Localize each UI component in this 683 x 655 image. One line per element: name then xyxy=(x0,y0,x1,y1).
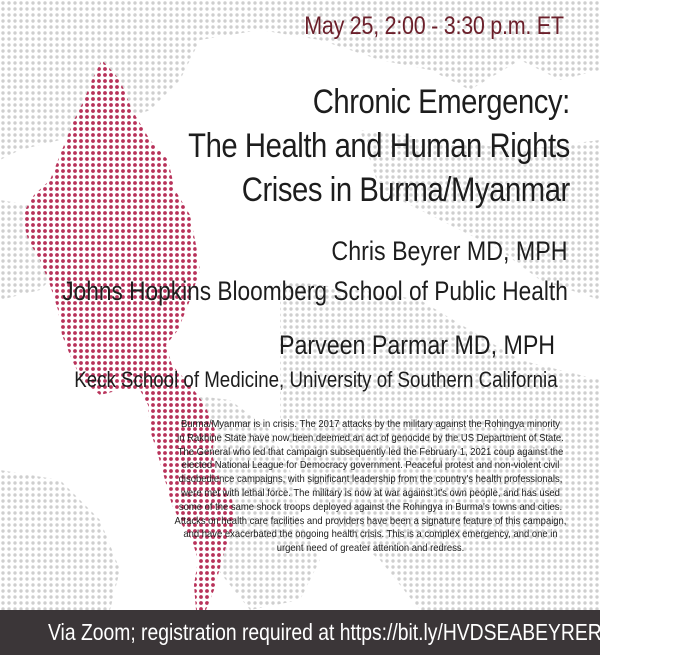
description-line-5: disobedience campaigns, with significant leadership from the country's health professionals, xyxy=(178,473,563,486)
speaker-1-affiliation: Johns Hopkins Bloomberg School of Public Health xyxy=(62,276,568,306)
description-line-4: elected National League for Democracy government. Peaceful protest and non-violent civil xyxy=(181,459,560,472)
description-line-9: and have exacerbated the ongoing health crisis. This is a complex emergency, and one in xyxy=(183,528,558,541)
event-title-line-2: The Health and Human Rights xyxy=(188,127,570,165)
event-title-line-1: Chronic Emergency: xyxy=(312,83,570,121)
description-line-3: The General who led that campaign subsequently led the February 1, 2021 coup against the xyxy=(177,445,564,458)
registration-footer-bar xyxy=(0,610,683,655)
event-date-time: May 25, 2:00 - 3:30 p.m. ET xyxy=(304,12,564,40)
description-line-7: some of the same shock troops deployed against the Rohingya in Burma's towns and cities. xyxy=(178,500,563,513)
description-line-6: were met with lethal force. The military is now at war against it's own people, and has used xyxy=(181,486,560,499)
speaker-1-name: Chris Beyrer MD, MPH xyxy=(331,236,568,266)
description-line-10: urgent need of greater attention and redress. xyxy=(276,542,465,555)
event-title xyxy=(188,80,570,212)
registration-link-text[interactable]: Via Zoom; registration required at https://bit.ly/HVDSEABEYRERPARMAR xyxy=(48,619,683,645)
description-line-2: in Rakhine State have now been deemed an act of genocide by the US Department of State. xyxy=(177,431,564,444)
event-title-line-3: Crises in Burma/Myanmar xyxy=(241,171,570,209)
speaker-2-name: Parveen Parmar MD, MPH xyxy=(278,330,555,360)
event-description xyxy=(168,418,573,556)
speaker-2-affiliation: Keck School of Medicine, University of Southern California xyxy=(74,367,558,392)
description-line-8: Attacks on health care facilities and providers have been a signature feature of this campaign, xyxy=(174,514,567,527)
description-line-1: Burma/Myanmar is in crisis. The 2017 attacks by the military against the Rohingya minority xyxy=(180,418,561,430)
